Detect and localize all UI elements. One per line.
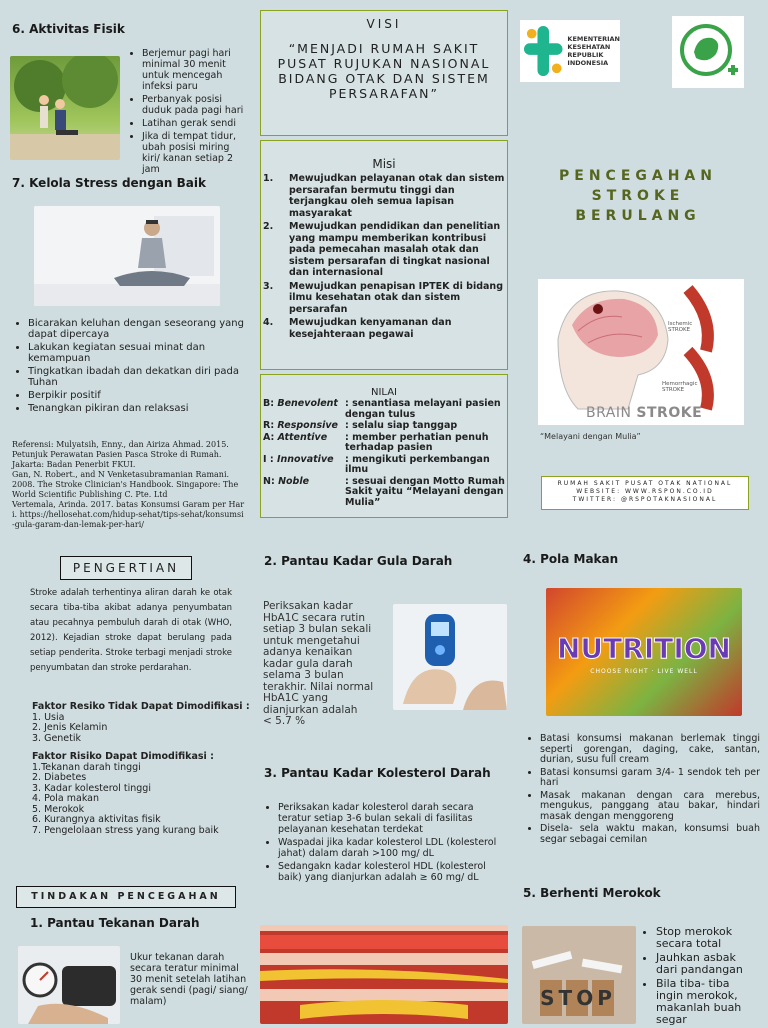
tindakan-title: TINDAKAN PENCEGAHAN xyxy=(16,886,236,908)
nutrition-photo xyxy=(546,588,742,716)
kemenkes-text: KEMENTERIAN KESEHATAN REPUBLIK INDONESIA xyxy=(567,35,620,67)
list-item: • Bila tiba- tiba ingin merokok, makanlah buah segar xyxy=(656,978,760,1026)
kolesterol-title: 3. Pantau Kadar Kolesterol Darah xyxy=(264,766,491,780)
visi-box xyxy=(260,10,508,136)
nutrition-word: NUTRITION xyxy=(556,632,731,665)
hemorrhagic-label: Hemorrhagic STROKE xyxy=(662,381,698,393)
list-item: 5. Merokok xyxy=(32,803,85,815)
nilai-title: NILAI xyxy=(370,387,398,398)
list-item: • Jauhkan asbak dari pandangan xyxy=(656,952,760,976)
merokok-title: 5. Berhenti Merokok xyxy=(523,886,661,900)
list-item: • Tingkatkan ibadah dan dekatkan diri pada Tuhan xyxy=(28,366,244,388)
list-item: 1.Tekanan darah tinggi xyxy=(32,761,141,773)
list-item: • Bicarakan keluhan dengan seseorang yang dapat dipercaya xyxy=(28,318,244,340)
list-item: 3. Genetik xyxy=(32,732,82,744)
list-item: • Latihan gerak sendi xyxy=(142,118,248,129)
visi-title: VISI xyxy=(366,17,402,31)
pengertian-text: Stroke adalah terhentinya aliran darah ke otak secara tiba-tiba akibat adanya penyumbatan atau pecahnya pembuluh darah di otak (WHO, 2012). Kejadian stroke dapat berulang pada setiap penderita. Stroke terbagi menjadi stroke penyumbatan dan stroke perdarahan. xyxy=(30,588,232,673)
reference-item: Vertemala, Arinda. 2017. batas Konsumsi Garam per Hari. https://hellosehat.com/hidup-sehat/tips-sehat/konsumsi-gula-garam-dan-lemak-per-hari/ xyxy=(12,500,245,529)
list-item: 2. Diabetes xyxy=(32,772,87,783)
meditation-photo xyxy=(34,206,220,306)
nilai-list xyxy=(263,399,505,508)
faktor-dapat-title: Faktor Risiko Dapat Dimodifikasi : xyxy=(32,751,214,762)
elderly-exercise-photo xyxy=(10,56,120,160)
list-item: 7. Pengelolaan stress yang kurang baik xyxy=(32,824,219,836)
list-item: • Masak makanan dengan cara merebus, mengukus, panggang atau bakar, hindari masak dengan menggoreng xyxy=(540,791,760,823)
misi-title: Misi xyxy=(372,157,396,171)
misi-box xyxy=(260,140,508,370)
list-item: 1. Usia xyxy=(32,711,65,723)
brain-stroke-image xyxy=(538,279,744,425)
brain-stroke-caption: BRAIN STROKE xyxy=(586,405,703,421)
list-item: • Berjemur pagi hari minimal 30 menit untuk mencegah infeksi paru xyxy=(142,48,248,92)
kemenkes-emblem-icon xyxy=(524,23,564,79)
references xyxy=(12,440,246,530)
ischemic-label: Ischemic STROKE xyxy=(668,321,693,333)
cover-title: PENCEGAHAN STROKE BERULANG xyxy=(559,168,717,224)
list-item: • Stop merokok secara total xyxy=(656,926,760,950)
list-item: • Sedangakn kadar kolesterol HDL (kolesterol baik) yang dianjurkan adalah ≥ 60 mg/ dL xyxy=(278,861,502,883)
gula-value: < 5.7 % xyxy=(263,715,306,727)
list-item: • Lakukan kegiatan sesuai minat dan kemampuan xyxy=(28,342,244,364)
list-item: • Berpikir positif xyxy=(28,390,244,401)
nutrition-subtitle: CHOOSE RIGHT · LIVE WELL xyxy=(590,668,698,675)
reference-item: Gan, N. Robert., and N Venketasubramanian Ramani. 2008. The Stroke Clinician's Handbook. Singapore: The World Scientific Publishing C. Pte. Ltd xyxy=(12,470,239,499)
list-item: • Batasi konsumsi makanan berlemak tinggi seperti gorengan, daging, cake, santan, durian, susu full cream xyxy=(540,734,760,766)
list-item: 4. Mewujudkan kenyamanan dan kesejahteraan pegawai xyxy=(263,317,452,340)
list-item: 3. Mewujudkan penapisan IPTEK di bidang ilmu kesehatan otak dan sistem persarafan xyxy=(263,280,503,315)
merokok-list xyxy=(642,926,760,1026)
aktivitas-title: 6. Aktivitas Fisik xyxy=(12,22,125,36)
list-item: • Batasi konsumsi garam 3/4- 1 sendok teh per hari xyxy=(540,768,760,789)
list-item: 2. Jenis Kelamin xyxy=(32,722,108,733)
list-item: • Periksakan kadar kolesterol darah secara teratur setiap 3-6 bulan sekali di fasilitas pelayanan kesehatan terdekat xyxy=(278,802,502,835)
list-item: 4. Pola makan xyxy=(32,793,100,804)
tekanan-text: Ukur tekanan darah secara teratur minimal 30 menit setelah latihan gerak sendi (pagi/ siang/ malam) xyxy=(130,952,248,1007)
blood-pressure-photo xyxy=(18,946,120,1024)
aktivitas-section xyxy=(12,22,252,36)
list-item: 1. Mewujudkan pelayanan otak dan sistem persarafan bermutu tinggi dan terjangkau oleh semua lapisan masyarakat xyxy=(263,173,505,219)
faktor-tidak-title: Faktor Resiko Tidak Dapat Dimodifikasi : xyxy=(32,701,250,712)
list-item: • Tenangkan pikiran dan relaksasi xyxy=(28,403,244,414)
list-item: A: Attentive : member perhatian penuh terhadap pasien xyxy=(263,431,489,453)
motto-text: “Melayani dengan Mulia” xyxy=(540,432,641,441)
nilai-box xyxy=(260,374,508,518)
kolesterol-list xyxy=(264,802,502,883)
brain-leaf-icon xyxy=(672,16,744,88)
artery-plaque-image xyxy=(260,925,508,1024)
contact-box: RUMAH SAKIT PUSAT OTAK NATIONAL WEBSITE: WWW.RSPON.CO.ID TWITTER: @RSPOTAKNASIONAL xyxy=(541,476,749,510)
list-item: • Jika di tempat tidur, ubah posisi miring kiri/ kanan setiap 2 jam xyxy=(142,131,248,175)
rspon-logo xyxy=(672,16,744,88)
misi-list xyxy=(263,173,505,340)
reference-item: Referensi: Mulyatsih, Enny., dan Airiza Ahmad. 2015. Petunjuk Perawatan Pasien Pasca Stroke di Rumah. Jakarta: Badan Penerbit FKUI. xyxy=(12,440,229,469)
visi-text: “MENJADI RUMAH SAKIT PUSAT RUJUKAN NASIONAL BIDANG OTAK DAN SISTEM PERSARAFAN” xyxy=(277,41,491,101)
faktor-section xyxy=(32,702,252,836)
list-item: 2. Mewujudkan pendidikan dan penelitian yang mampu memberikan kontribusi pada pemecahan masalah otak dan sistem persarafan di tingkat nasional dan internasional xyxy=(263,221,501,278)
list-item: R: Responsive : selalu siap tanggap xyxy=(263,420,458,431)
kemenkes-logo xyxy=(520,20,620,82)
list-item: I : Innovative : mengikuti perkembangan ilmu xyxy=(263,453,490,475)
aktivitas-list xyxy=(128,48,248,175)
pola-makan-title: 4. Pola Makan xyxy=(523,552,619,566)
list-item: • Disela- sela waktu makan, konsumsi buah segar sebagai cemilan xyxy=(540,824,760,845)
pola-makan-list xyxy=(526,734,760,845)
list-item: • Waspadai jika kadar kolesterol LDL (kolesterol jahat) dalam darah >100 mg/ dL xyxy=(278,837,502,859)
list-item: B: Benevolent : senantiasa melayani pasien dengan tulus xyxy=(263,398,501,420)
list-item: 6. Kurangnya aktivitas fisik xyxy=(32,814,161,825)
gula-text: Periksakan kadar HbA1C secara rutin setiap 3 bulan sekali untuk mengetahui adanya kenaikan kadar gula darah selama 3 bulan terakhir. Nilai normal HbA1C yang dianjurkan adalah < 5.7 % xyxy=(263,601,383,728)
glucose-meter-photo xyxy=(393,604,507,710)
gula-title: 2. Pantau Kadar Gula Darah xyxy=(264,554,453,568)
list-item: N: Noble : sesuai dengan Motto Rumah Sakit yaitu “Melayani dengan Mulia” xyxy=(263,475,505,508)
pengertian-title: PENGERTIAN xyxy=(60,556,192,580)
stress-list xyxy=(14,318,244,414)
list-item: • Perbanyak posisi duduk pada pagi hari xyxy=(142,94,248,116)
stop-word: STOP xyxy=(540,986,616,1010)
list-item: 3. Kadar kolesterol tinggi xyxy=(32,782,151,794)
stop-smoking-photo xyxy=(522,926,636,1024)
tekanan-title: 1. Pantau Tekanan Darah xyxy=(30,916,200,930)
stress-title: 7. Kelola Stress dengan Baik xyxy=(12,176,206,190)
